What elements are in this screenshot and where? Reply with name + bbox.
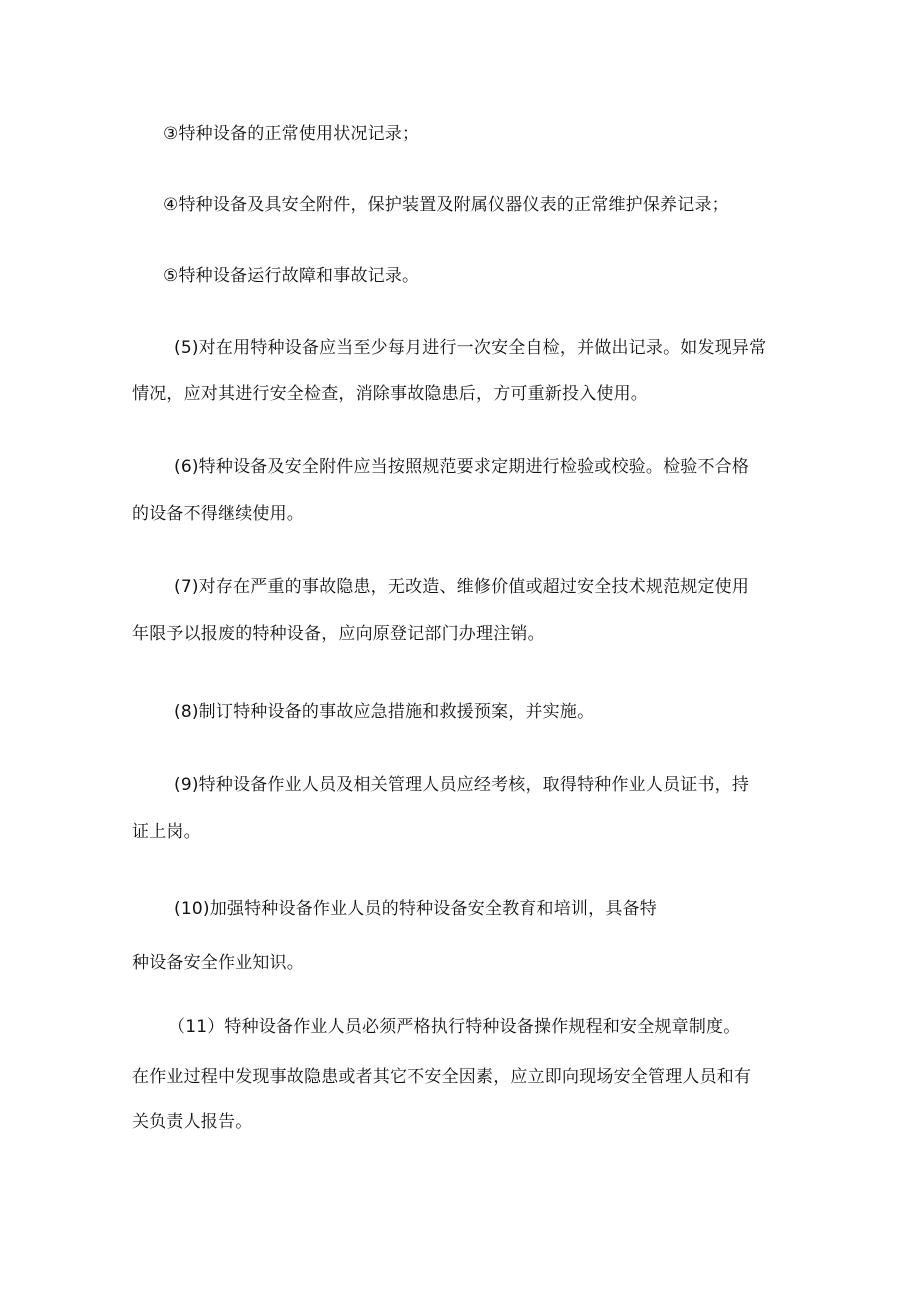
- paragraph-item-9-line-1: (9)特种设备作业人员及相关管理人员应经考核，取得特种作业人员证书，持: [174, 775, 750, 795]
- paragraph-item-5-circle: ⑤特种设备运行故障和事故记录。: [163, 266, 420, 286]
- paragraph-item-11-line-1: （11）特种设备作业人员必须严格执行特种设备操作规程和安全规章制度。: [168, 1017, 741, 1037]
- paragraph-item-11-line-3: 关负责人报告。: [132, 1112, 253, 1132]
- paragraph-item-7-line-1: (7)对存在严重的事故隐患，无改造、维修价值或超过安全技术规范规定使用: [174, 577, 750, 597]
- paragraph-item-5-line-2: 情况，应对其进行安全检查，消除事故隐患后，方可重新投入使用。: [132, 384, 648, 404]
- paragraph-item-7-line-2: 年限予以报废的特种设备，应向原登记部门办理注销。: [132, 624, 545, 644]
- paragraph-item-10-line-1: (10)加强特种设备作业人员的特种设备安全教育和培训，具备特: [174, 899, 657, 919]
- paragraph-item-9-line-2: 证上岗。: [132, 822, 201, 842]
- paragraph-item-10-line-2: 种设备安全作业知识。: [132, 953, 304, 973]
- paragraph-item-6-line-2: 的设备不得继续使用。: [132, 504, 304, 524]
- paragraph-item-4-circle: ④特种设备及具安全附件，保护装置及附属仪器仪表的正常维护保养记录；: [163, 195, 729, 215]
- paragraph-item-11-line-2: 在作业过程中发现事故隐患或者其它不安全因素，应立即向现场安全管理人员和有: [132, 1067, 752, 1087]
- paragraph-item-5-line-1: (5)对在用特种设备应当至少每月进行一次安全自检，并做出记录。如发现异常: [174, 338, 767, 358]
- paragraph-item-8: (8)制订特种设备的事故应急措施和救援预案，并实施。: [174, 702, 595, 722]
- paragraph-item-6-line-1: (6)特种设备及安全附件应当按照规范要求定期进行检验或校验。检验不合格: [174, 457, 750, 477]
- paragraph-item-3-circle: ③特种设备的正常使用状况记录；: [163, 124, 420, 144]
